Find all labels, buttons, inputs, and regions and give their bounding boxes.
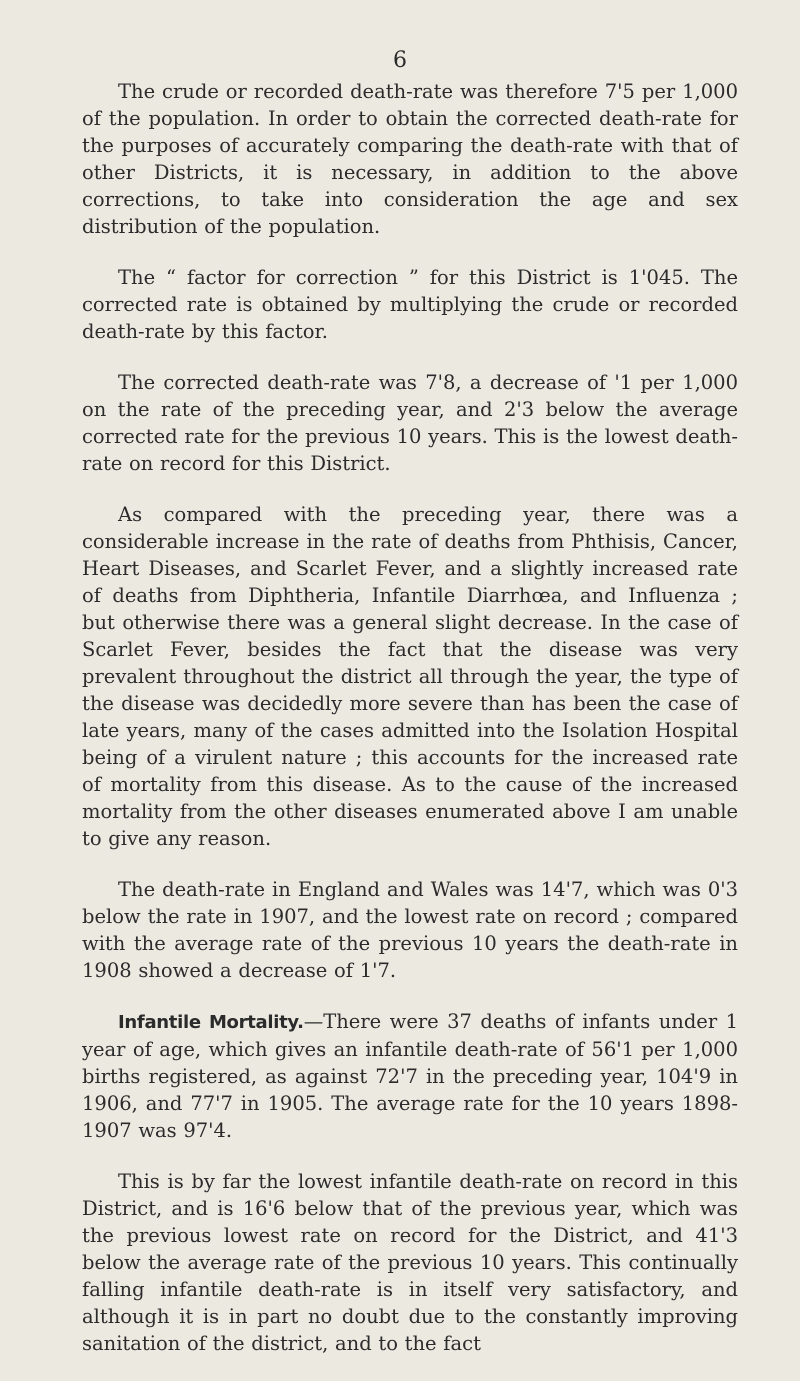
paragraph-infantile-mortality xyxy=(82,1008,738,1144)
paragraph-england-wales-rate: The death-rate in England and Wales was 14'7, which was 0'3 below the rate in 1907, and the lowest rate on record ; compared with the average rate of the previous 10 years the death-rate in 1908 showed a decrease of 1'7. xyxy=(82,878,738,982)
section-heading-infantile-mortality: Infantile Mortality. xyxy=(118,1012,304,1033)
page-number: 6 xyxy=(393,48,407,73)
paragraph-factor-for-correction: The “ factor for correction ” for this District is 1'045. The corrected rate is obtained by multiplying the crude or recorded death-rate by this factor. xyxy=(82,266,738,343)
paragraph-disease-comparison: As compared with the preceding year, there was a considerable increase in the rate of deaths from Phthisis, Cancer, Heart Diseases, and Scarlet Fever, and a slightly increased rate of deaths from Diphtheria, Infantile Diarrhœa, and Influenza ; but otherwise there was a general slight decrease. In the case of Scarlet Fever, besides the fact that the disease was very prevalent throughout the district all through the year, the type of the disease was decidedly more severe than has been the case of late years, many of the cases admitted into the Isolation Hospital being of a virulent nature ; this accounts for the increased rate of mortality from this disease. As to the cause of the increased mortality from the other diseases enumerated above I am unable to give any reason. xyxy=(82,503,738,850)
infantile-mortality-text: —There were 37 deaths of infants under 1 year of age, which gives an infantile death-rate of 56'1 per 1,000 births registered, as against 72'7 in the preceding year, 104'9 in 1906, and 77'7 in 1905. The average rate for the 10 years 1898-1907 was 97'4. xyxy=(82,1010,738,1142)
paragraph-crude-death-rate: The crude or recorded death-rate was therefore 7'5 per 1,000 of the population. In order to obtain the corrected death-rate for the purposes of accurately comparing the death-rate with that of other Districts, it is necessary, in addition to the above corrections, to take into consideration the age and sex distribution of the population. xyxy=(82,80,738,238)
paragraph-corrected-death-rate: The corrected death-rate was 7'8, a decrease of '1 per 1,000 on the rate of the preceding year, and 2'3 below the average corrected rate for the previous 10 years. This is the lowest death-rate on record for this District. xyxy=(82,371,738,475)
document-body xyxy=(82,78,738,1381)
paragraph-lowest-infantile-rate: This is by far the lowest infantile death-rate on record in this District, and is 16'6 below that of the previous year, which was the previous lowest rate on record for the District, and 41'3 below the average rate of the previous 10 years. This continually falling infantile death-rate is in itself very satisfactory, and although it is in part no doubt due to the constantly improving sanitation of the district, and to the fact xyxy=(82,1170,738,1355)
